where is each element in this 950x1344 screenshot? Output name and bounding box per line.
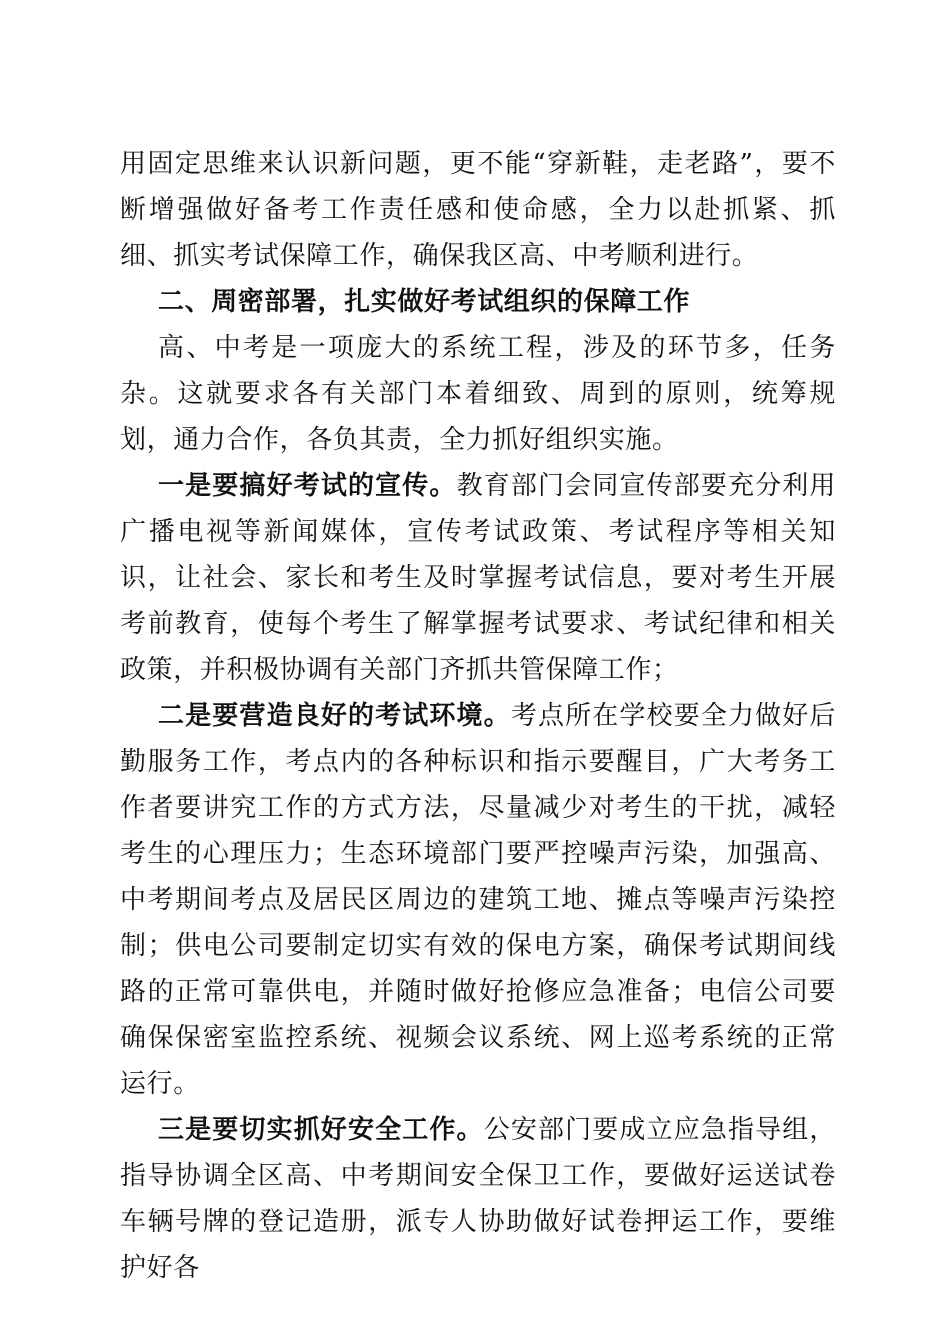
paragraph-text: 考点所在学校要全力做好后勤服务工作，考点内的各种标识和指示要醒目，广大考务工作者要讲究工作的方式方法，尽量减少对考生的干扰，减轻考生的心理压力；生态环境部门要严控噪声污染，加强高、中考期间考点及居民区周边的建筑工地、摊点等噪声污染控制；供电公司要制定切实有效的保电方案，确保考试期间线路的正常可靠供电，并随时做好抢修应急准备；电信公司要确保保密室监控系统、视频会议系统、网上巡考系统的正常运行。 [120, 701, 836, 1099]
document-body [120, 141, 836, 1291]
paragraph-publicity [120, 463, 836, 693]
paragraph-intro: 高、中考是一项庞大的系统工程，涉及的环节多，任务杂。这就要求各有关部门本着细致、周到的原则，统筹规划，通力合作，各负其责，全力抓好组织实施。 [120, 333, 836, 455]
paragraph-text: 教育部门会同宣传部要充分利用广播电视等新闻媒体，宣传考试政策、考试程序等相关知识，让社会、家长和考生及时掌握考试信息，要对考生开展考前教育，使每个考生了解掌握考试要求、考试纪律和相关政策，并积极协调有关部门齐抓共管保障工作； [120, 471, 836, 685]
section-heading: 二、周密部署，扎实做好考试组织的保障工作 [158, 287, 691, 317]
paragraph-continuation: 用固定思维来认识新问题，更不能“穿新鞋，走老路”，要不断增强做好备考工作责任感和使命感，全力以赴抓紧、抓细、抓实考试保障工作，确保我区高、中考顺利进行。 [120, 149, 836, 271]
paragraph-lead: 二是要营造良好的考试环境。 [158, 701, 511, 731]
paragraph-safety [120, 1107, 836, 1291]
paragraph-environment [120, 693, 836, 1107]
paragraph-text: 公安部门要成立应急指导组，指导协调全区高、中考期间安全保卫工作，要做好运送试卷车辆号牌的登记造册，派专人协助做好试卷押运工作，要维护好各 [120, 1115, 836, 1283]
paragraph-lead: 三是要切实抓好安全工作。 [158, 1115, 484, 1145]
paragraph-lead: 一是要搞好考试的宣传。 [158, 471, 457, 501]
